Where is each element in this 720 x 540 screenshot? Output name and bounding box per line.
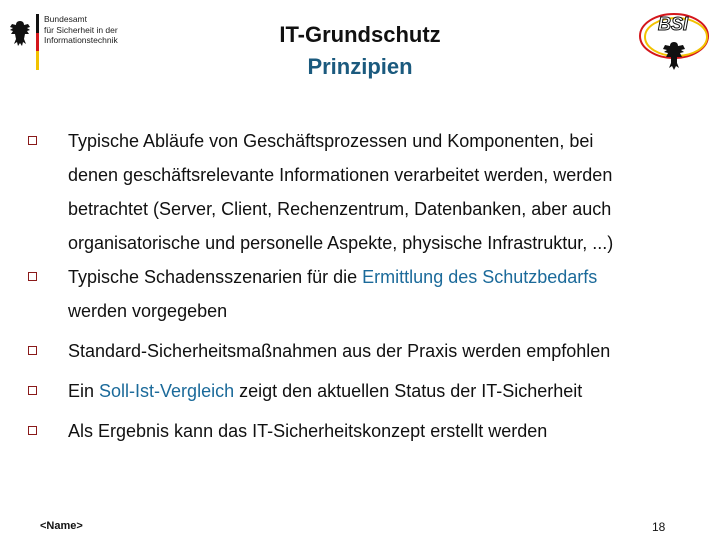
- agency-line: Bundesamt: [44, 14, 87, 24]
- bullet-square-icon: [28, 136, 37, 145]
- text-run: Standard-Sicherheitsmaßnahmen aus der Praxis werden empfohlen: [68, 341, 611, 361]
- bsi-logo-text: BSI: [658, 14, 689, 34]
- bullet-text: [68, 267, 597, 321]
- page-number: 18: [652, 520, 666, 534]
- highlighted-term: Ermittlung des Schutzbedarfs: [362, 267, 598, 287]
- list-item: [28, 374, 688, 408]
- agency-logo: [8, 14, 128, 70]
- bullet-square-icon: [28, 426, 37, 435]
- text-run: organisatorische und personelle Aspekte, physische Infrastruktur, ...): [68, 233, 614, 253]
- bullet-text: [68, 131, 613, 253]
- highlighted-term: Soll-Ist-Vergleich: [99, 381, 235, 401]
- bullet-text: [68, 341, 610, 361]
- text-run: Als Ergebnis kann das IT-Sicherheitskonzept erstellt werden: [68, 421, 548, 441]
- page-title: IT-Grundschutz: [279, 22, 441, 47]
- agency-name: [44, 14, 134, 46]
- bsi-logo: [636, 6, 712, 76]
- text-run: Ein: [68, 381, 100, 401]
- footer-name: <Name>: [40, 520, 83, 532]
- bullet-square-icon: [28, 346, 37, 355]
- list-item: [28, 414, 688, 448]
- text-run: denen geschäftsrelevante Informationen verarbeitet werden, werden: [68, 165, 613, 185]
- agency-line: Informationstechnik: [44, 35, 118, 45]
- text-run: werden vorgegeben: [68, 301, 228, 321]
- bullet-square-icon: [28, 386, 37, 395]
- flag-stripe: [36, 14, 39, 70]
- federal-eagle-icon: [8, 18, 32, 50]
- text-run: Typische Abläufe von Geschäftsprozessen und Komponenten, bei: [68, 131, 594, 151]
- text-run: Typische Schadensszenarien für die: [68, 267, 363, 287]
- list-item: [28, 124, 688, 260]
- list-item: [28, 260, 688, 328]
- text-run: betrachtet (Server, Client, Rechenzentrum, Datenbanken, aber auch: [68, 199, 612, 219]
- bullet-text: [68, 381, 582, 401]
- bullet-square-icon: [28, 272, 37, 281]
- page-subtitle: Prinzipien: [307, 54, 413, 79]
- bullet-text: [68, 421, 547, 441]
- bullet-list: [28, 124, 688, 448]
- agency-line: für Sicherheit in der: [44, 24, 118, 35]
- text-run: zeigt den aktuellen Status der IT-Sicherheit: [234, 381, 583, 401]
- list-item: [28, 334, 688, 368]
